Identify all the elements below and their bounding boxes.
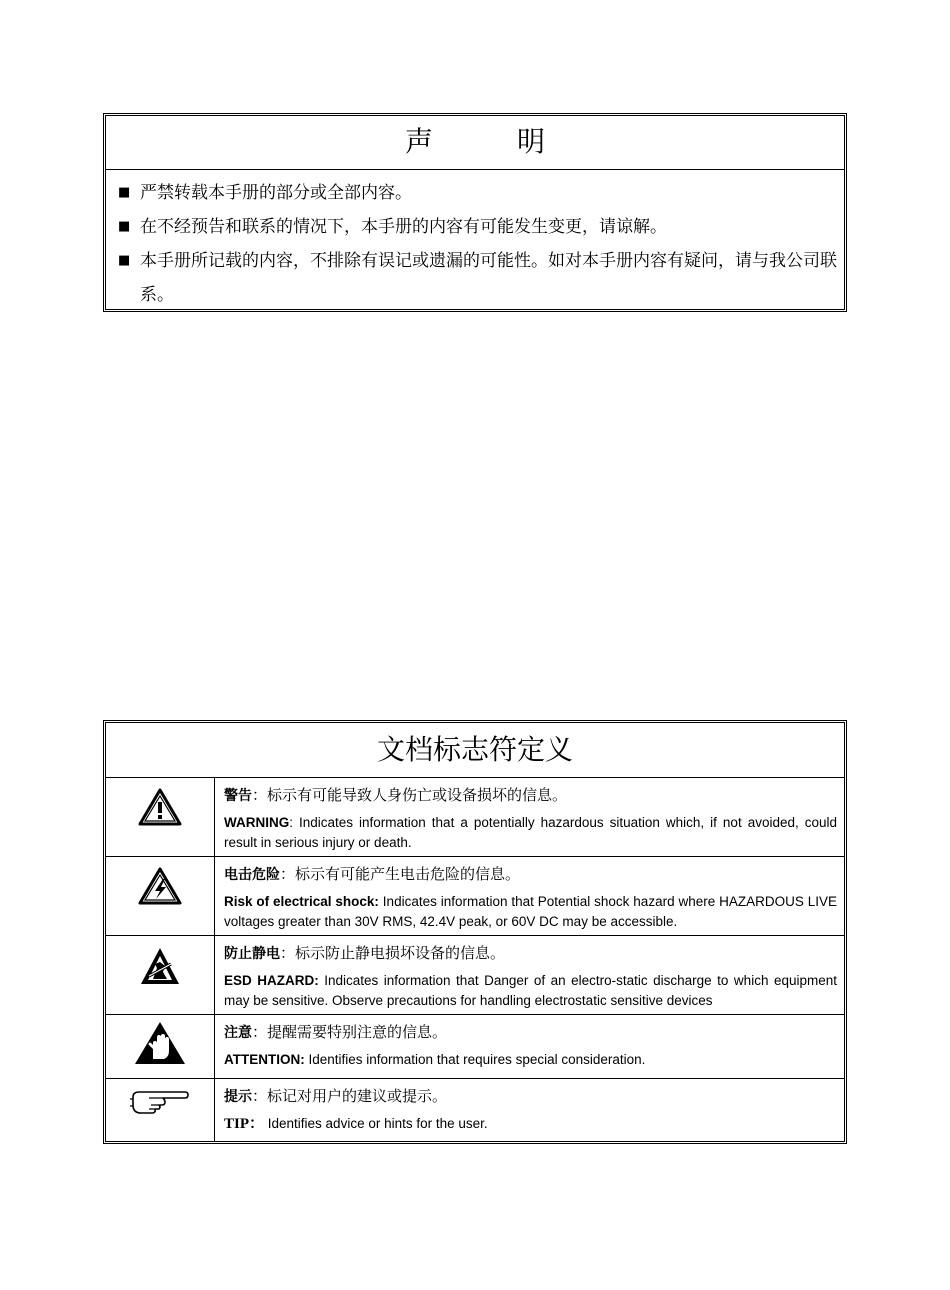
- list-item: [118, 210, 838, 244]
- list-item-text: 在不经预告和联系的情况下，本手册的内容有可能发生变更，请谅解。: [140, 217, 667, 237]
- electrical-shock-icon: [106, 857, 215, 935]
- tip-label-cn: 提示: [224, 1089, 252, 1105]
- declaration-box: [103, 113, 847, 312]
- tip-text-cn: ：标记对用户的建议或提示。: [252, 1087, 448, 1105]
- square-bullet-icon: ■: [118, 253, 131, 268]
- warning-label-en: WARNING: [224, 815, 290, 830]
- shock-label-en: Risk of electrical shock:: [224, 894, 379, 909]
- table-row: [106, 936, 844, 1015]
- attention-label-en: ATTENTION:: [224, 1052, 305, 1067]
- attention-label-cn: 注意: [224, 1025, 252, 1041]
- attention-text-en: Identifies information that requires special consideration.: [304, 1052, 646, 1067]
- symbol-description: [215, 1079, 844, 1142]
- shock-label-cn: 电击危险: [224, 867, 280, 883]
- attention-text-cn: ：提醒需要特别注意的信息。: [252, 1023, 448, 1041]
- symbol-description: [215, 936, 844, 1014]
- shock-text-en: Indicates information that Potential shock hazard where HAZARDOUS LIVE voltages greater than 30V RMS, 42.4V peak, or 60V DC may be accessible.: [224, 894, 837, 929]
- warning-label-cn: 警告: [224, 788, 252, 804]
- declaration-title: 声 明: [106, 116, 844, 170]
- tip-label-en: TIP：: [224, 1116, 265, 1132]
- symbol-table-title: 文档标志符定义: [106, 723, 844, 778]
- warning-text-en: : Indicates information that a potentially hazardous situation which, if not avoided, could result in serious injury or death.: [224, 815, 837, 850]
- esd-hazard-icon: [106, 936, 215, 1014]
- table-row: [106, 778, 844, 857]
- symbol-description: [215, 1015, 844, 1078]
- table-row: [106, 1015, 844, 1079]
- warning-text-cn: ：标示有可能导致人身伤亡或设备损坏的信息。: [252, 786, 568, 804]
- symbol-description: [215, 778, 844, 856]
- list-item-text: 严禁转载本手册的部分或全部内容。: [140, 183, 412, 203]
- esd-label-cn: 防止静电: [224, 946, 280, 962]
- esd-text-cn: ：标示防止静电损坏设备的信息。: [280, 944, 506, 962]
- esd-label-en: ESD HAZARD:: [224, 973, 319, 988]
- table-row: [106, 1079, 844, 1142]
- tip-text-en: Identifies advice or hints for the user.: [264, 1116, 488, 1131]
- warning-triangle-icon: [106, 778, 215, 856]
- shock-text-cn: ：标示有可能产生电击危险的信息。: [280, 865, 521, 883]
- list-item: [118, 176, 838, 210]
- attention-hand-icon: [106, 1015, 215, 1078]
- square-bullet-icon: ■: [118, 219, 131, 234]
- table-row: [106, 857, 844, 936]
- pointing-hand-icon: [106, 1079, 215, 1142]
- list-item: [118, 244, 838, 312]
- symbol-definition-table: [103, 720, 847, 1144]
- square-bullet-icon: ■: [118, 185, 131, 200]
- esd-text-en: Indicates information that Danger of an electro-static discharge to which equipment may be sensitive. Observe precautions for handling electrostatic sensitive devices: [224, 973, 837, 1008]
- declaration-list: [106, 170, 844, 312]
- list-item-text: 本手册所记载的内容，不排除有误记或遗漏的可能性。如对本手册内容有疑问，请与我公司联系。: [140, 251, 837, 305]
- symbol-description: [215, 857, 844, 935]
